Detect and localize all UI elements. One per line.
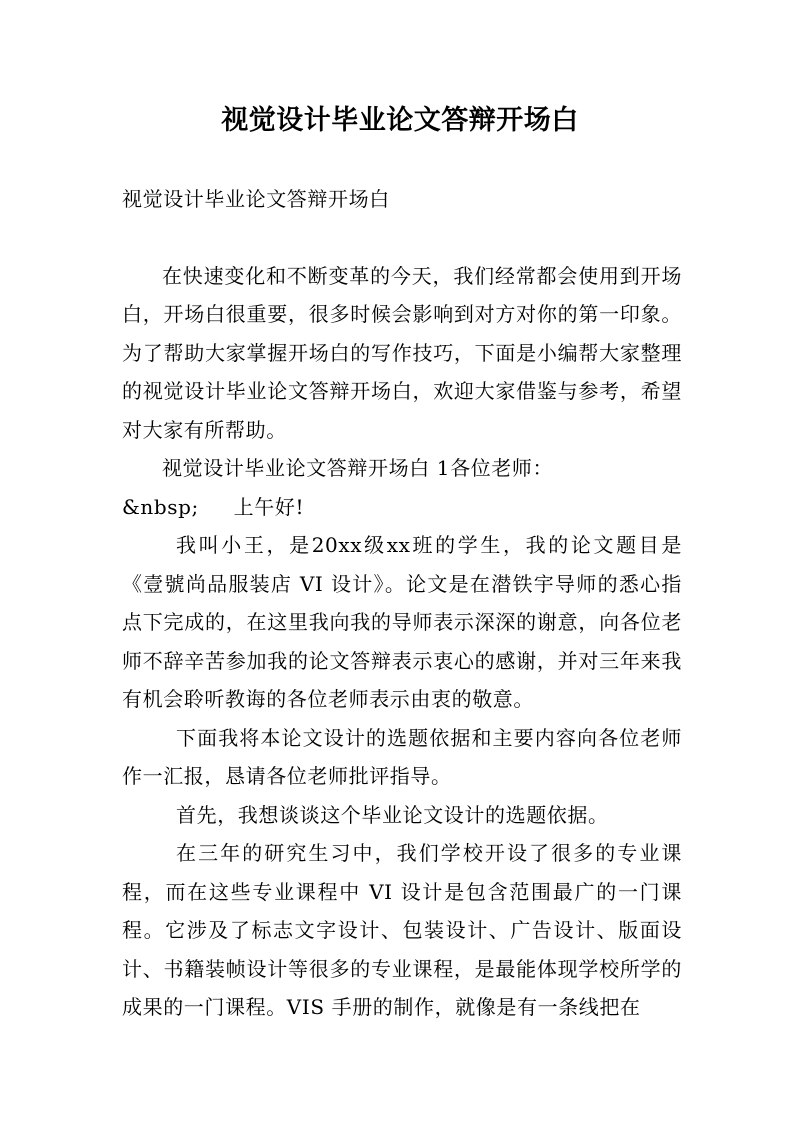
report-intro-paragraph: 下面我将本论文设计的选题依据和主要内容向各位老师作一汇报，恳请各位老师批评指导。 — [122, 725, 682, 788]
speech-heading: 视觉设计毕业论文答辩开场白 1各位老师： — [162, 456, 554, 480]
document-subtitle: 视觉设计毕业论文答辩开场白 — [122, 187, 390, 211]
intro-paragraph: 在快速变化和不断变革的今天，我们经常都会使用到开场白，开场白很重要，很多时候会影响到对方对你的第一印象。为了帮助大家掌握开场白的写作技巧，下面是小编帮大家整理的视觉设计毕业论文答辩开场白，欢迎大家借鉴与参考，希望对大家有所帮助。 — [122, 263, 682, 442]
self-introduction-paragraph: 我叫小王，是20xx级xx班的学生，我的论文题目是《壹號尚品服装店 VI 设计》。论文是在潜铁宇导师的悉心指点下完成的，在这里我向我的导师表示深深的谢意，向各位老师不辞辛苦参加我的论文答辩表示衷心的感谢，并对三年来我有机会聆听教诲的各位老师表示由衷的敬意。 — [122, 533, 682, 711]
document-title: 视觉设计毕业论文答辩开场白 — [221, 105, 579, 136]
greeting-line: &nbsp; 上午好! — [122, 494, 305, 519]
course-background-paragraph: 在三年的研究生习中，我们学校开设了很多的专业课程，而在这些专业课程中 VI 设计是包含范围最广的一门课程。它涉及了标志文字设计、包装设计、广告设计、版面设计、书籍装帧设计等很多的专业课程，是最能体现学校所学的成果的一门课程。VIS 手册的制作，就像是有一条线把在 — [122, 841, 682, 1019]
document-body — [122, 180, 682, 1027]
topic-basis-paragraph: 首先，我想谈谈这个毕业论文设计的选题依据。 — [176, 802, 609, 827]
